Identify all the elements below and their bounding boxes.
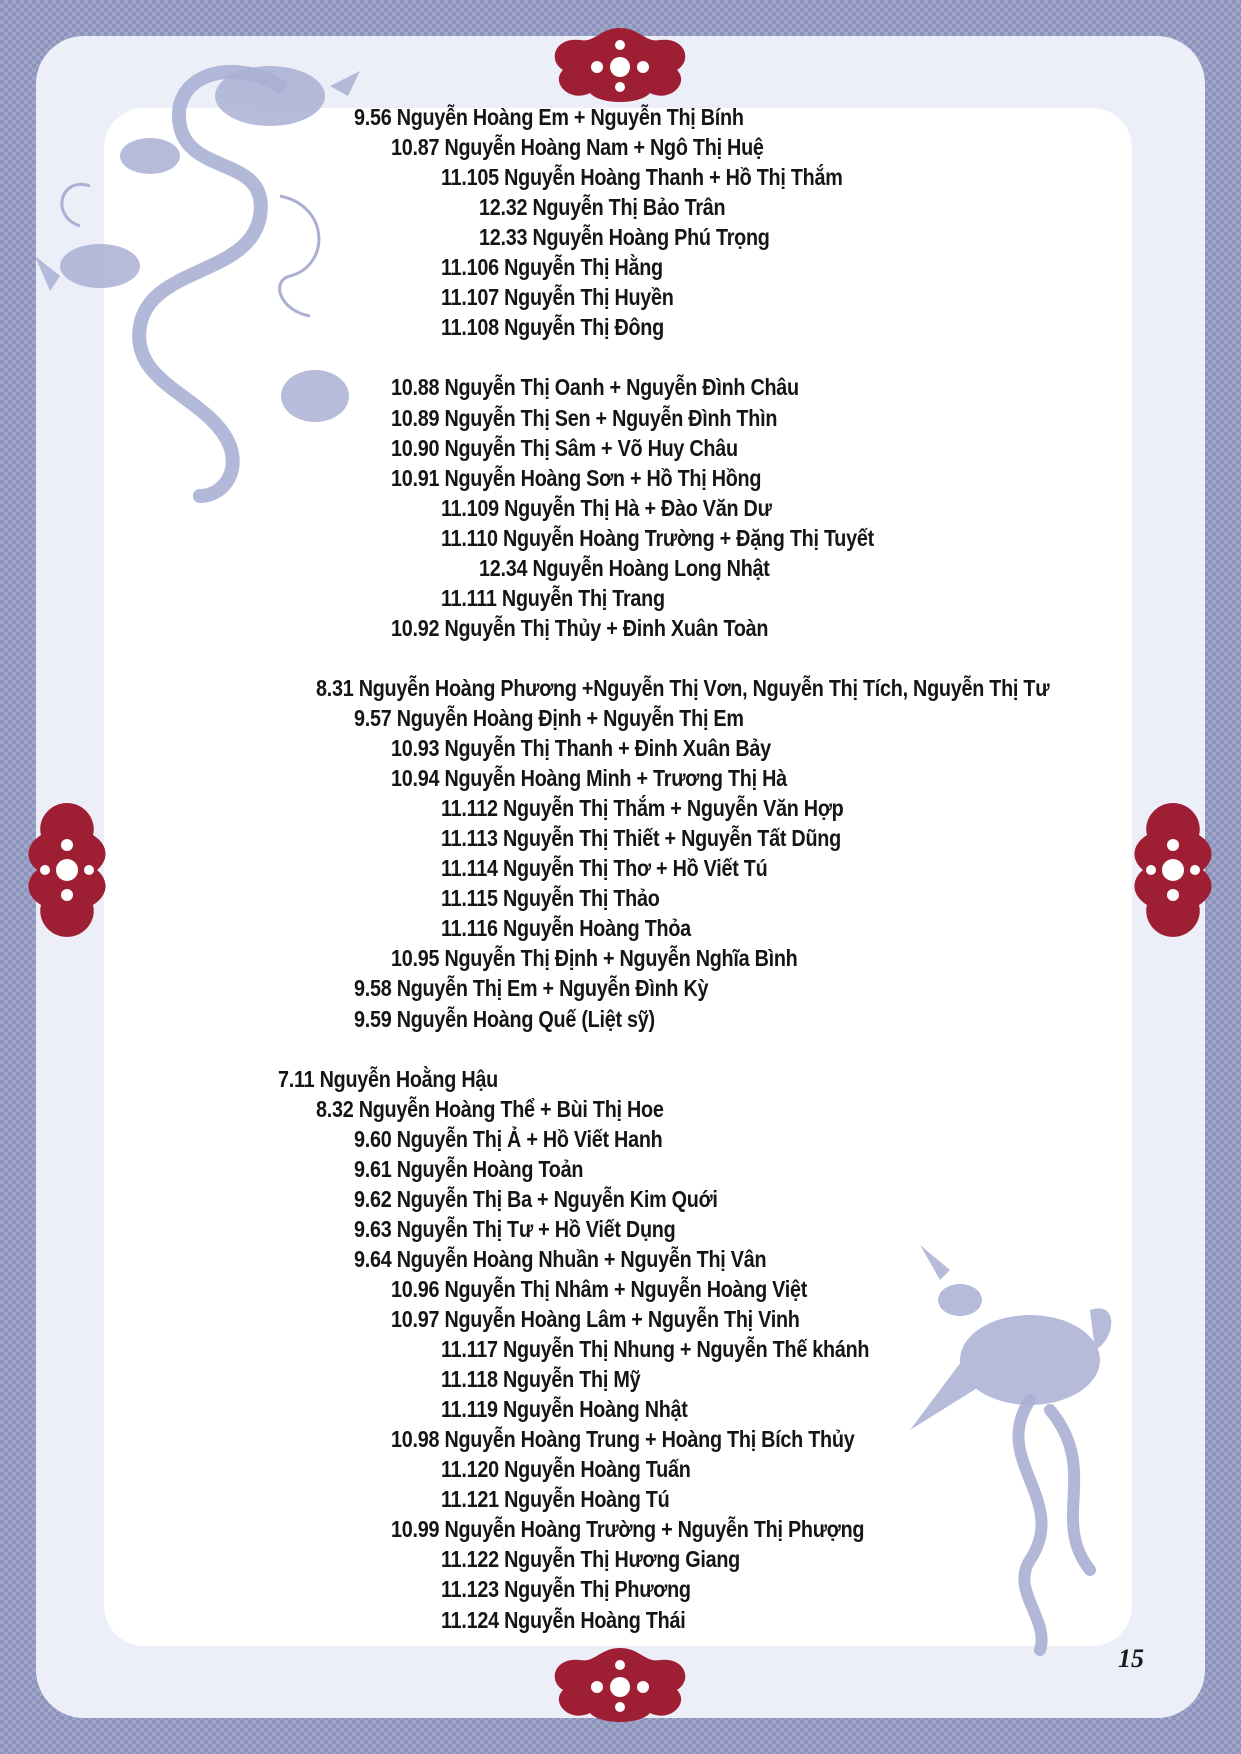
- genealogy-entry: 11.122 Nguyễn Thị Hương Giang: [441, 1546, 740, 1573]
- genealogy-entry: 9.59 Nguyễn Hoàng Quế (Liệt sỹ): [354, 1005, 655, 1032]
- genealogy-entry: 11.121 Nguyễn Hoàng Tú: [441, 1486, 670, 1513]
- genealogy-entry: 10.96 Nguyễn Thị Nhâm + Nguyễn Hoàng Việt: [391, 1275, 808, 1302]
- genealogy-entry: 11.106 Nguyễn Thị Hằng: [441, 254, 663, 281]
- genealogy-entry: 9.64 Nguyễn Hoàng Nhuần + Nguyễn Thị Vân: [354, 1245, 767, 1272]
- genealogy-entry: 11.115 Nguyễn Thị Thảo: [441, 885, 660, 912]
- genealogy-entry: 12.32 Nguyễn Thị Bảo Trân: [479, 194, 726, 221]
- genealogy-entry: 11.107 Nguyễn Thị Huyền: [441, 284, 674, 311]
- genealogy-entry: 11.119 Nguyễn Hoàng Nhật: [441, 1396, 688, 1423]
- genealogy-entry: 10.89 Nguyễn Thị Sen + Nguyễn Đình Thìn: [391, 404, 778, 431]
- genealogy-entry: 10.97 Nguyễn Hoàng Lâm + Nguyễn Thị Vinh: [391, 1306, 800, 1332]
- genealogy-entry: 10.87 Nguyễn Hoàng Nam + Ngô Thị Huệ: [391, 134, 764, 161]
- genealogy-entry: 11.109 Nguyễn Thị Hà + Đào Văn Dư: [441, 494, 772, 521]
- genealogy-entry: 9.60 Nguyễn Thị Ả + Hồ Viết Hanh: [354, 1125, 663, 1152]
- genealogy-entry: 11.116 Nguyễn Hoàng Thỏa: [441, 915, 691, 942]
- genealogy-entry: 11.124 Nguyễn Hoàng Thái: [441, 1606, 686, 1633]
- genealogy-entry: 9.57 Nguyễn Hoàng Định + Nguyễn Thị Em: [354, 705, 744, 731]
- genealogy-entry: 10.91 Nguyễn Hoàng Sơn + Hồ Thị Hồng: [391, 464, 762, 491]
- genealogy-entry: 9.56 Nguyễn Hoàng Em + Nguyễn Thị Bính: [354, 104, 744, 130]
- genealogy-entry: 10.94 Nguyễn Hoàng Minh + Trương Thị Hà: [391, 765, 787, 792]
- genealogy-entry: 8.32 Nguyễn Hoàng Thể + Bùi Thị Hoe: [316, 1095, 664, 1122]
- genealogy-entry: 11.118 Nguyễn Thị Mỹ: [441, 1366, 641, 1393]
- genealogy-entry: 11.117 Nguyễn Thị Nhung + Nguyễn Thế khánh: [441, 1336, 870, 1363]
- genealogy-entry: 11.111 Nguyễn Thị Trang: [441, 584, 665, 611]
- genealogy-entry: 9.61 Nguyễn Hoàng Toản: [354, 1155, 584, 1182]
- page-number: 15: [1118, 1644, 1144, 1673]
- genealogy-entry: 11.108 Nguyễn Thị Đông: [441, 314, 664, 341]
- genealogy-entry: 10.99 Nguyễn Hoàng Trường + Nguyễn Thị Phượng: [391, 1516, 865, 1543]
- genealogy-entry: 12.33 Nguyễn Hoàng Phú Trọng: [479, 224, 770, 251]
- genealogy-entry: 10.95 Nguyễn Thị Định + Nguyễn Nghĩa Bình: [391, 945, 798, 972]
- genealogy-entry: 10.92 Nguyễn Thị Thủy + Đinh Xuân Toàn: [391, 614, 769, 641]
- genealogy-entry: 11.105 Nguyễn Hoàng Thanh + Hồ Thị Thắm: [441, 164, 843, 191]
- genealogy-entry: 8.31 Nguyễn Hoàng Phương +Nguyễn Thị Vơn, Nguyễn Thị Tích, Nguyễn Thị Tư: [316, 674, 1050, 701]
- genealogy-entry: 9.62 Nguyễn Thị Ba + Nguyễn Kim Quới: [354, 1185, 718, 1212]
- genealogy-entry: 10.98 Nguyễn Hoàng Trung + Hoàng Thị Bích Thủy: [391, 1426, 855, 1453]
- genealogy-entry: 11.120 Nguyễn Hoàng Tuấn: [441, 1456, 691, 1483]
- genealogy-entry: 9.58 Nguyễn Thị Em + Nguyễn Đình Kỳ: [354, 975, 709, 1002]
- genealogy-entry: 11.114 Nguyễn Thị Thơ + Hồ Viết Tú: [441, 855, 768, 882]
- genealogy-entry: 11.113 Nguyễn Thị Thiết + Nguyễn Tất Dũng: [441, 825, 841, 852]
- genealogy-entry: 10.90 Nguyễn Thị Sâm + Võ Huy Châu: [391, 434, 738, 461]
- genealogy-entry: 11.112 Nguyễn Thị Thắm + Nguyễn Văn Hợp: [441, 795, 844, 822]
- genealogy-entry: 11.110 Nguyễn Hoàng Trường + Đặng Thị Tuyết: [441, 524, 874, 551]
- genealogy-entry: 10.93 Nguyễn Thị Thanh + Đinh Xuân Bảy: [391, 735, 771, 762]
- genealogy-entry: 7.11 Nguyễn Hoằng Hậu: [278, 1065, 498, 1092]
- genealogy-entry: 10.88 Nguyễn Thị Oanh + Nguyễn Đình Châu: [391, 374, 799, 401]
- genealogy-entry: 11.123 Nguyễn Thị Phương: [441, 1576, 691, 1603]
- genealogy-entry: 9.63 Nguyễn Thị Tư + Hồ Viết Dụng: [354, 1215, 676, 1242]
- genealogy-entry: 12.34 Nguyễn Hoàng Long Nhật: [479, 554, 770, 581]
